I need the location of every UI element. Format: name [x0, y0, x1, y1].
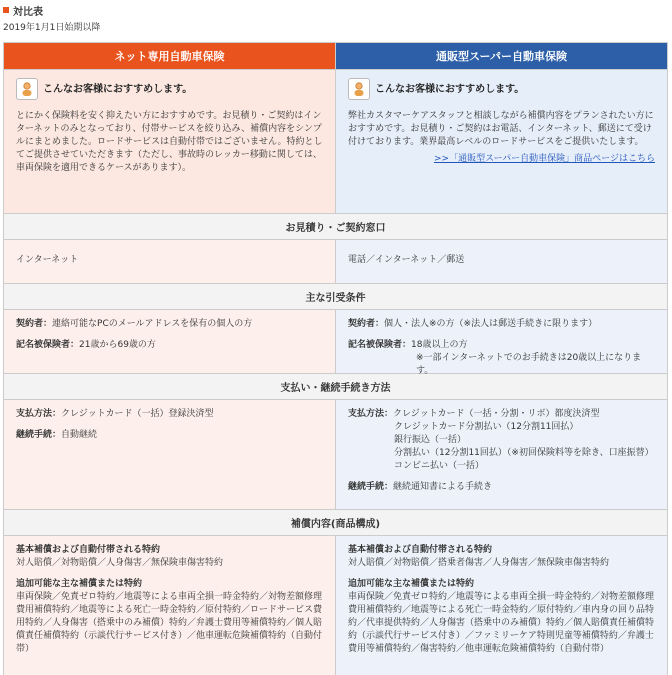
left-payment — [4, 400, 336, 509]
left-recommend-title: こんなお客様におすすめします。 — [43, 83, 193, 95]
right-method-item: コンビニ払い（一括） — [394, 461, 485, 471]
add-title: 追加可能な主な補償または特約 — [16, 579, 143, 589]
left-insured: 21歳から69歳の方 — [79, 340, 156, 350]
left-column-title: ネット専用自動車保険 — [4, 43, 336, 69]
add-title: 追加可能な主な補償または特約 — [348, 579, 475, 589]
title-marker-icon — [3, 7, 9, 13]
comparison-table — [3, 42, 668, 675]
basic-title: 基本補償および自動付帯される特約 — [16, 545, 161, 555]
right-recommend-cell — [336, 70, 667, 213]
left-recommend-heading — [16, 78, 323, 100]
right-conditions — [336, 310, 667, 376]
section-title-conditions: 主な引受条件 — [4, 284, 667, 310]
section-title-coverage: 補償内容(商品構成) — [4, 510, 667, 536]
right-renew: 継続通知書による手続き — [393, 482, 493, 492]
left-recommend-cell — [4, 70, 336, 213]
left-contact: インターネット — [4, 240, 336, 283]
basic-title: 基本補償および自動付帯される特約 — [348, 545, 493, 555]
right-insured: 18歳以上の方 — [411, 340, 468, 350]
contractor-label: 契約者： — [348, 319, 385, 329]
renew-label: 継続手続： — [348, 482, 394, 492]
insured-label: 記名被保険者： — [348, 340, 412, 350]
recommend-row — [4, 70, 667, 214]
method-label: 支払方法： — [16, 409, 62, 419]
right-coverage — [336, 536, 667, 675]
right-basic: 対人賠償／対物賠償／搭乗者傷害／人身傷害／無保険車傷害特約 — [348, 558, 610, 568]
page-title: 対比表 — [13, 6, 43, 18]
left-basic: 対人賠償／対物賠償／人身傷害／無保険車傷害特約 — [16, 558, 224, 568]
right-method-item: クレジットカード分割払い（12分割11回払） — [394, 422, 579, 432]
right-method-item: クレジットカード（一括・分割・リボ）都度決済型 — [393, 409, 600, 419]
column-header-row — [4, 43, 667, 70]
right-contact: 電話／インターネット／郵送 — [336, 240, 667, 283]
left-conditions — [4, 310, 336, 373]
right-recommend-heading — [348, 78, 655, 100]
method-label: 支払方法： — [348, 409, 394, 419]
page-header — [3, 3, 43, 17]
section-title-contact: お見積り・ご契約窓口 — [4, 214, 667, 240]
person-icon — [348, 78, 370, 100]
product-page-link[interactable]: >>「通販型スーパー自動車保険」商品ページはこちら — [433, 154, 655, 164]
left-recommend-text: とにかく保険料を安く抑えたい方におすすめです。お見積り・ご契約はインターネットのみとなっており、付帯サービスを絞り込み、補償内容をシンプルにまとめました。ロードサービスは自動付帯ではございません。特約としてご提供させていただきます（ただし、事故時のレッカー移動に関しては、車両保険を適用できるケースがあります）。 — [16, 111, 323, 173]
right-insured-note: ※一部インターネットでのお手続きは20歳以上になります。 — [416, 353, 642, 376]
left-add: 車両保険／免責ゼロ特約／地震等による車両全損一時金特約／対物差額修理費用補償特約／地震等による死亡一時金特約／原付特約／ロードサービス費用特約／人身傷害（搭乗中のみ補償）特約／弁護士費用等補償特約／個人賠償責任補償特約（示談代行サービス付き）／他車運転危険補償特約（自動付帯） — [16, 592, 323, 654]
insured-label: 記名被保険者： — [16, 340, 80, 350]
coverage-row — [4, 536, 667, 675]
contractor-label: 契約者： — [16, 319, 53, 329]
left-contractor: 連絡可能なPCのメールアドレスを保有の個人の方 — [52, 319, 253, 329]
right-method-item: 分割払い（12分割11回払）（※初回保険料等を除き、口座振替） — [394, 448, 654, 458]
person-icon — [16, 78, 38, 100]
contact-row — [4, 240, 667, 284]
left-renew: 自動継続 — [61, 430, 98, 440]
right-column-title: 通販型スーパー自動車保険 — [336, 43, 667, 69]
right-method-item: 銀行振込（一括） — [394, 435, 467, 445]
right-contractor: 個人・法人※の方（※法人は郵送手続きに限ります） — [384, 319, 598, 329]
conditions-row — [4, 310, 667, 374]
renew-label: 継続手続： — [16, 430, 62, 440]
section-title-payment: 支払い・継続手続き方法 — [4, 374, 667, 400]
left-coverage — [4, 536, 336, 675]
right-recommend-text: 弊社カスタマーケアスタッフと相談しながら補償内容をプランされたい方におすすめです。お見積り・ご契約はお電話、インターネット、郵送にて受け付けております。業界最高レベルのロードサービスをご提供いたします。 — [348, 111, 654, 147]
left-method: クレジットカード（一括）登録決済型 — [61, 409, 214, 419]
right-payment — [336, 400, 667, 509]
effective-date: 2019年1月1日始期以降 — [3, 23, 101, 33]
right-recommend-title: こんなお客様におすすめします。 — [375, 83, 525, 95]
payment-row — [4, 400, 667, 510]
right-add: 車両保険／免責ゼロ特約／地震等による車両全損一時金特約／対物差額修理費用補償特約／地震等による死亡一時金特約／原付特約／車内身の回り品特約／代車提供特約／人身傷害（搭乗中のみ補償）特約／個人賠償責任補償特約（示談代行サービス付き）／ファミリーケア特則児童等補償特約／弁護士費用等補償特約／傷害特約／他車運転危険補償特約（自動付帯） — [348, 592, 655, 654]
